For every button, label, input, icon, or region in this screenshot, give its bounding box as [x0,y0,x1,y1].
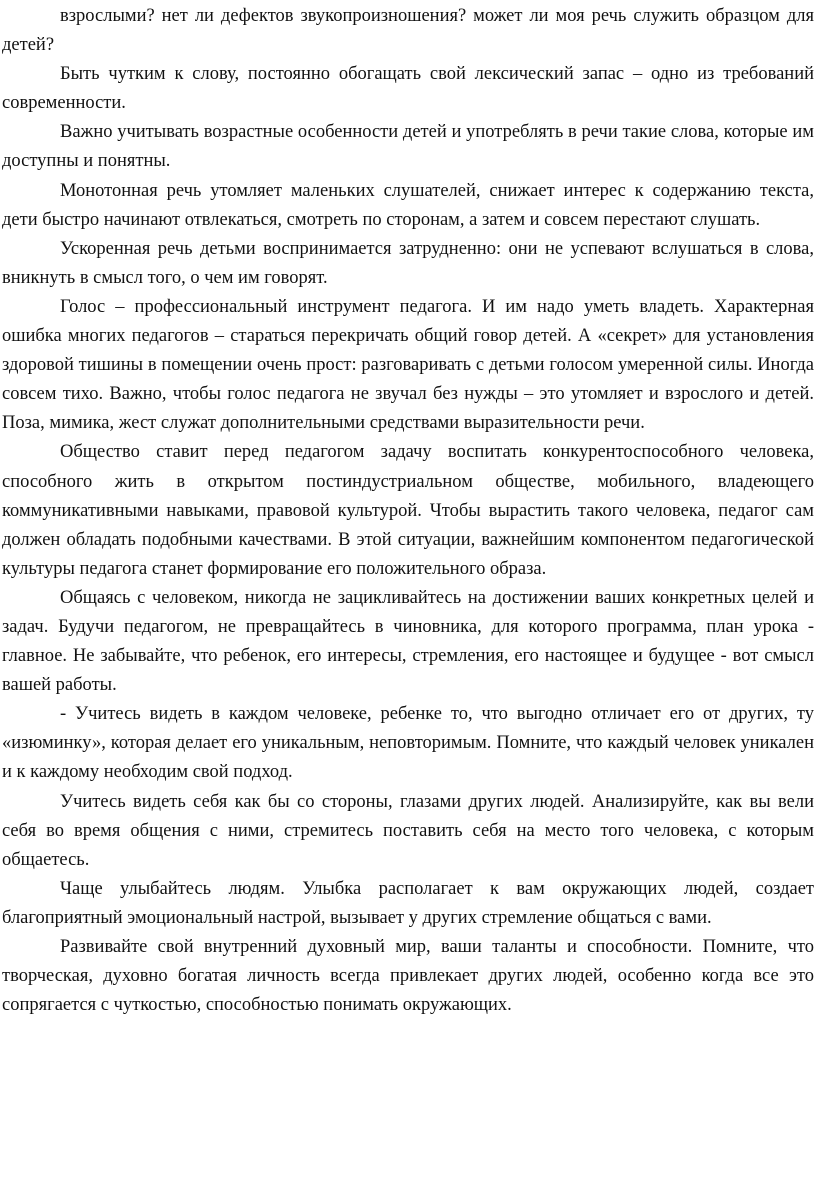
paragraph-4: Монотонная речь утомляет маленьких слушателей, снижает интерес к содержанию текста, дети быстро начинают отвлекаться, смотреть по сторонам, а затем и совсем перестают слушать. [2,180,814,230]
paragraph-1: взрослыми? нет ли дефектов звукопроизношения? может ли моя речь служить образцом для детей? [2,6,814,56]
paragraph-12: Развивайте свой внутренний духовный мир, ваши таланты и способности. Помните, что творческая, духовно богатая личность всегда привлекает других людей, особенно когда все это сопрягается с чуткостью, способностью понимать окружающих. [2,937,814,1016]
paragraph-11: Чаще улыбайтесь людям. Улыбка располагает к вам окружающих людей, создает благоприятный эмоциональный настрой, вызывает у других стремление общаться с вами. [2,878,814,928]
paragraph-7: Общество ставит перед педагогом задачу воспитать конкурентоспособного человека, способного жить в открытом постиндустриальном обществе, мобильного, владеющего коммуникативными навыками, правовой культурой. Чтобы вырастить такого человека, педагог сам должен обладать подобными качествами. В этой ситуации, важнейшим компонентом педагогической культуры педагога станет формирование его положительного образа. [2,442,814,579]
paragraph-10: Учитесь видеть себя как бы со стороны, глазами других людей. Анализируйте, как вы вели себя во время общения с ними, стремитесь поставить себя на место того человека, с которым общаетесь. [2,791,814,870]
paragraph-9: - Учитесь видеть в каждом человеке, ребенке то, что выгодно отличает его от других, ту «изюминку», которая делает его уникальным, неповторимым. Помните, что каждый человек уникален и к каждому необходим свой подход. [2,704,814,783]
document-body [2,2,814,1020]
paragraph-5: Ускоренная речь детьми воспринимается затрудненно: они не успевают вслушаться в слова, вникнуть в смысл того, о чем им говорят. [2,238,814,288]
paragraph-8: Общаясь с человеком, никогда не зацикливайтесь на достижении ваших конкретных целей и задач. Будучи педагогом, не превращайтесь в чиновника, для которого программа, план урока - главное. Не забывайте, что ребенок, его интересы, стремления, его настоящее и будущее - вот смысл вашей работы. [2,587,814,696]
paragraph-3: Важно учитывать возрастные особенности детей и употреблять в речи такие слова, которые им доступны и понятны. [2,122,814,172]
paragraph-2: Быть чутким к слову, постоянно обогащать свой лексический запас – одно из требований современности. [2,64,814,114]
paragraph-6: Голос – профессиональный инструмент педагога. И им надо уметь владеть. Характерная ошибка многих педагогов – стараться перекричать общий говор детей. А «секрет» для установления здоровой тишины в помещении очень прост: разговаривать с детьми голосом умеренной силы. Иногда совсем тихо. Важно, чтобы голос педагога не звучал без нужды – это утомляет и взрослого и детей. Поза, мимика, жест служат дополнительными средствами выразительности речи. [2,296,814,434]
